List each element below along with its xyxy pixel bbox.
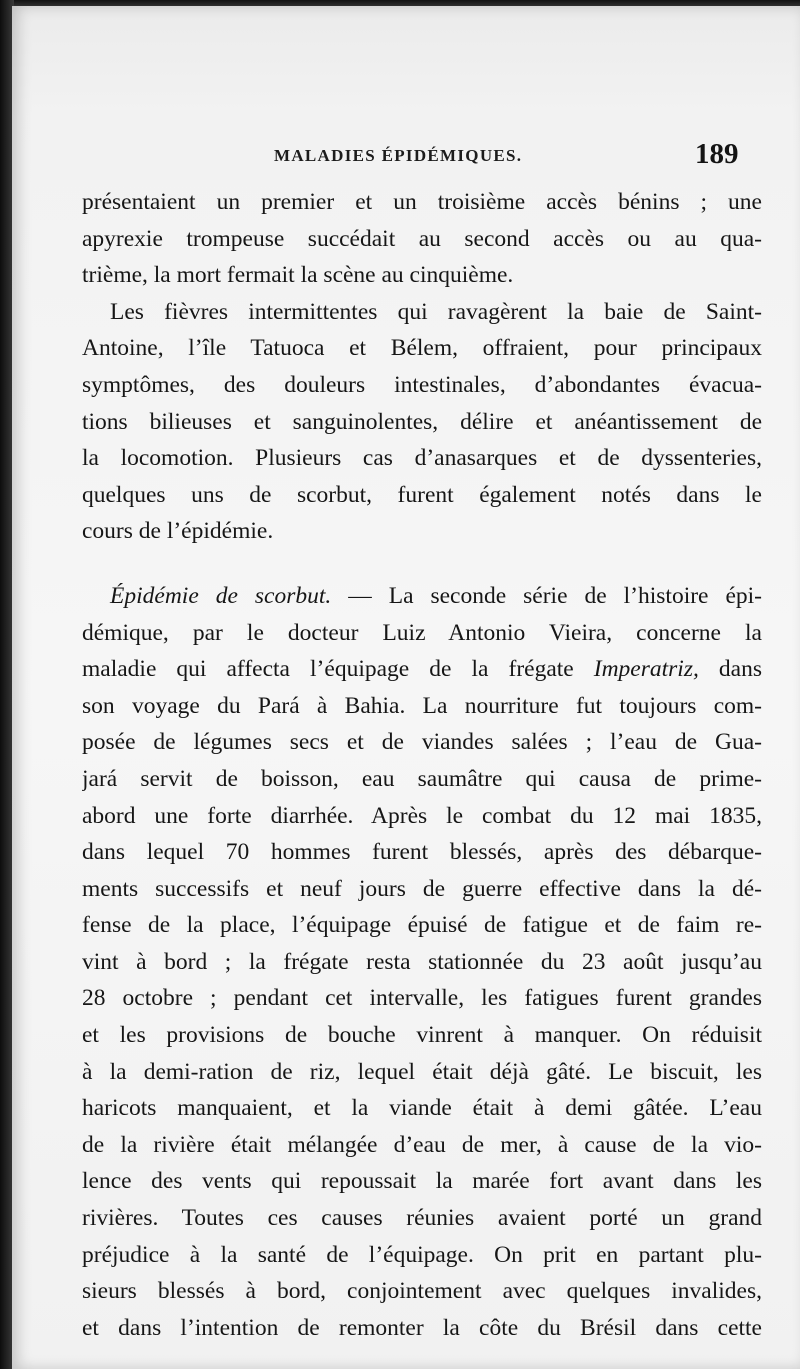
text-line: jará servit de boisson, eau saumâtre qui causa de prime- <box>82 765 762 792</box>
text-line: à la demi-ration de riz, lequel était déjà gâté. Le biscuit, les <box>82 1058 762 1085</box>
text-line: démique, par le docteur Luiz Antonio Vieira, concerne la <box>82 619 762 646</box>
text-line: de la rivière était mélangée d’eau de mer, à cause de la vio- <box>82 1131 762 1158</box>
text-line: Les fièvres intermittentes qui ravagèrent la baie de Saint- <box>110 298 762 325</box>
section-first-line: — La seconde série de l’histoire épi- <box>331 582 762 609</box>
text-line: et les provisions de bouche vinrent à manquer. On réduisit <box>82 1022 762 1049</box>
text-line: tions bilieuses et sanguinolentes, délire et anéantissement de <box>82 408 762 435</box>
running-head <box>12 138 800 176</box>
text-line: son voyage du Pará à Bahia. La nourriture fut toujours com- <box>82 692 762 719</box>
text-line: rivières. Toutes ces causes réunies avaient porté un grand <box>82 1205 762 1232</box>
text-fragment: maladie qui affecta l’équipage de la frégate <box>82 656 594 683</box>
text-line: dans lequel 70 hommes furent blessés, après des débarque- <box>82 839 762 866</box>
text-line: fense de la place, l’équipage épuisé de fatigue et de faim re- <box>82 912 762 939</box>
section-heading-line <box>82 578 762 615</box>
text-line: ments successifs et neuf jours de guerre effective dans la dé- <box>82 875 762 902</box>
text-line: apyrexie trompeuse succédait au second accès ou au qua- <box>82 225 762 252</box>
text-line: 28 octobre ; pendant cet intervalle, les fatigues furent grandes <box>82 985 762 1012</box>
text-line: vint à bord ; la frégate resta stationnée du 23 août jusqu’au <box>82 948 762 975</box>
text-line: haricots manquaient, et la viande était à demi gâtée. L’eau <box>82 1095 762 1122</box>
text-line: symptômes, des douleurs intestinales, d’abondantes évacua- <box>82 371 762 398</box>
running-title: MALADIES ÉPIDÉMIQUES. <box>274 146 523 165</box>
text-line: sieurs blessés à bord, conjointement avec quelques invalides, <box>82 1278 762 1305</box>
text-line: Antoine, l’île Tatuoca et Bélem, offraient, pour principaux <box>82 335 762 362</box>
text-line: abord une forte diarrhée. Après le combat du 12 mai 1835, <box>82 802 762 829</box>
text-line: cours de l’épidémie. <box>82 518 274 545</box>
text-line: la locomotion. Plusieurs cas d’anasarques et de dyssenteries, <box>82 445 762 472</box>
text-line: et dans l’intention de remonter la côte du Brésil dans cette <box>82 1314 762 1341</box>
paragraph-gap <box>82 550 762 578</box>
text-line: posée de légumes secs et de viandes salées ; l’eau de Gua- <box>82 729 762 756</box>
text-line: présentaient un premier et un troisième accès bénins ; une <box>82 189 762 215</box>
text-line: lence des vents qui repoussait la marée fort avant dans les <box>82 1168 762 1195</box>
text-fragment: dans <box>698 656 762 683</box>
body-text <box>82 184 762 1346</box>
page-number: 189 <box>695 138 739 170</box>
ship-name: Imperatriz, <box>593 656 699 683</box>
text-line: trième, la mort fermait la scène au cinquième. <box>82 262 514 289</box>
book-page <box>12 6 800 1369</box>
section-title: Épidémie de scorbut. <box>110 582 332 609</box>
text-line-with-ship <box>82 651 762 688</box>
text-line: quelques uns de scorbut, furent également notés dans le <box>82 481 762 508</box>
text-line: préjudice à la santé de l’équipage. On prit en partant plu- <box>82 1241 762 1268</box>
